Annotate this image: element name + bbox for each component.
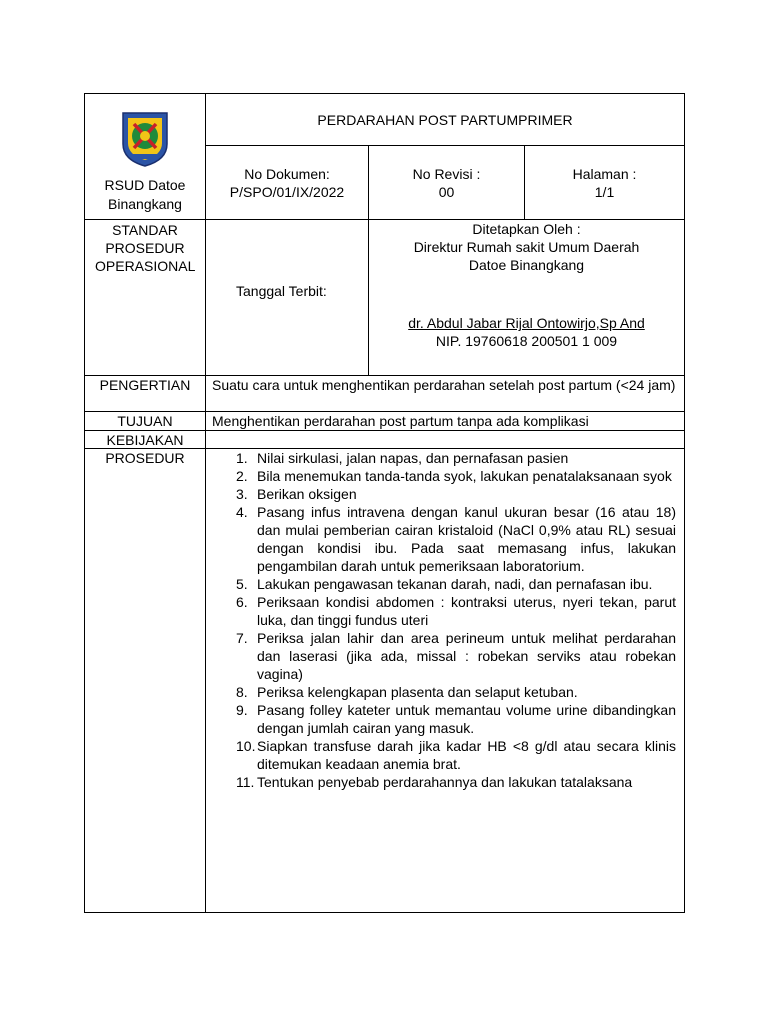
authority-line-1: Direktur Rumah sakit Umum Daerah (413, 239, 640, 255)
step-text: Periksa jalan lahir dan area perineum untuk melihat perdarahan dan laserasi (jika ada, missal : robekan serviks atau robekan vagina) (257, 630, 676, 682)
step-number: 5. (236, 576, 248, 592)
step-number: 2. (236, 468, 248, 484)
page-value: 1/1 (594, 183, 615, 200)
approval-cell (368, 219, 685, 376)
step-number: 3. (236, 486, 248, 502)
procedure-step (236, 575, 676, 593)
procedure-step (236, 773, 676, 791)
procedure-step (236, 449, 676, 467)
page-cell (524, 145, 685, 220)
page-label: Halaman : (572, 165, 637, 182)
issue-date-label: Tanggal Terbit: (236, 283, 327, 299)
procedure-step (236, 503, 676, 575)
procedure-step (236, 737, 676, 773)
sop-document (84, 93, 685, 913)
step-number: 11. (236, 774, 255, 790)
procedure-label: PROSEDUR (105, 450, 185, 466)
procedure-steps-cell (205, 448, 685, 913)
procedure-step (236, 701, 676, 737)
established-by: Ditetapkan Oleh : (472, 221, 581, 237)
step-number: 7. (236, 630, 248, 646)
definition-text-cell (205, 375, 685, 412)
authority-line-2: Datoe Binangkang (468, 257, 585, 273)
step-text: Periksaan kondisi abdomen : kontraksi uterus, nyeri tekan, parut luka, dan tinggi fundus uteri (257, 594, 676, 628)
step-text: Nilai sirkulasi, jalan napas, dan pernafasan pasien (257, 450, 569, 466)
regional-emblem-icon (120, 110, 170, 168)
step-text: Periksa kelengkapan plasenta dan selaput ketuban. (257, 684, 578, 700)
step-number: 4. (236, 504, 248, 520)
step-number: 8. (236, 684, 248, 700)
signatory-name: dr. Abdul Jabar Rijal Ontowirjo,Sp And (408, 315, 645, 331)
issue-date-cell (205, 219, 369, 376)
procedure-step (236, 467, 676, 485)
step-number: 6. (236, 594, 248, 610)
definition-text: Suatu cara untuk menghentikan perdarahan setelah post partum (<24 jam) (212, 377, 676, 393)
policy-label-cell (84, 430, 206, 449)
step-text: Lakukan pengawasan tekanan darah, nadi, dan pernafasan ibu. (257, 576, 653, 592)
step-text: Bila menemukan tanda-tanda syok, lakukan penatalaksanaan syok (257, 468, 672, 484)
step-number: 9. (236, 702, 248, 718)
definition-label-cell (84, 375, 206, 412)
revision-label: No Revisi : (412, 165, 481, 182)
procedure-step (236, 683, 676, 701)
procedure-label-cell (84, 448, 206, 913)
step-text: Tentukan penyebab perdarahannya dan lakukan tatalaksana (257, 774, 633, 790)
procedure-step (236, 593, 676, 629)
signatory-nip: NIP. 19760618 200501 1 009 (435, 333, 618, 349)
step-text: Berikan oksigen (257, 486, 357, 502)
purpose-text-cell (205, 411, 685, 431)
definition-label: PENGERTIAN (99, 377, 191, 393)
hospital-logo-cell (84, 93, 206, 220)
step-text: Pasang folley kateter untuk memantau volume urine dibandingkan dengan jumlah cairan yang masuk. (257, 702, 676, 736)
procedure-step (236, 629, 676, 683)
revision-value: 00 (438, 183, 455, 200)
procedure-steps-list (236, 449, 676, 791)
purpose-label: TUJUAN (117, 413, 173, 429)
step-number: 1. (236, 450, 248, 466)
step-text: Pasang infus intravena dengan kanul ukuran besar (16 atau 18) dan mulai pemberian cairan kristaloid (NaCl 0,9% atau RL) sesuai dengan kondisi ibu. Pada saat memasang infus, lakukan pengambilan darah untuk pemeriksaan laboratorium. (257, 504, 676, 574)
purpose-text: Menghentikan perdarahan post partum tanpa ada komplikasi (212, 413, 589, 429)
doc-number-cell (205, 145, 369, 220)
procedure-step (236, 485, 676, 503)
sop-label-cell (84, 219, 206, 376)
doc-number-label: No Dokumen: (244, 165, 330, 182)
doc-number-value: P/SPO/01/IX/2022 (229, 183, 345, 200)
hospital-name: RSUD Datoe Binangkang (104, 177, 186, 212)
revision-cell (368, 145, 525, 220)
step-text: Siapkan transfuse darah jika kadar HB <8 g/dl atau secara klinis ditemukan keadaan anemia brat. (257, 738, 676, 772)
step-number: 10. (236, 738, 256, 754)
sop-label: STANDAR PROSEDUR OPERASIONAL (95, 222, 196, 274)
document-title: PERDARAHAN POST PARTUMPRIMER (317, 111, 573, 128)
policy-text-cell (205, 430, 685, 449)
policy-label: KEBIJAKAN (106, 432, 184, 448)
document-title-cell (205, 93, 685, 146)
purpose-label-cell (84, 411, 206, 431)
